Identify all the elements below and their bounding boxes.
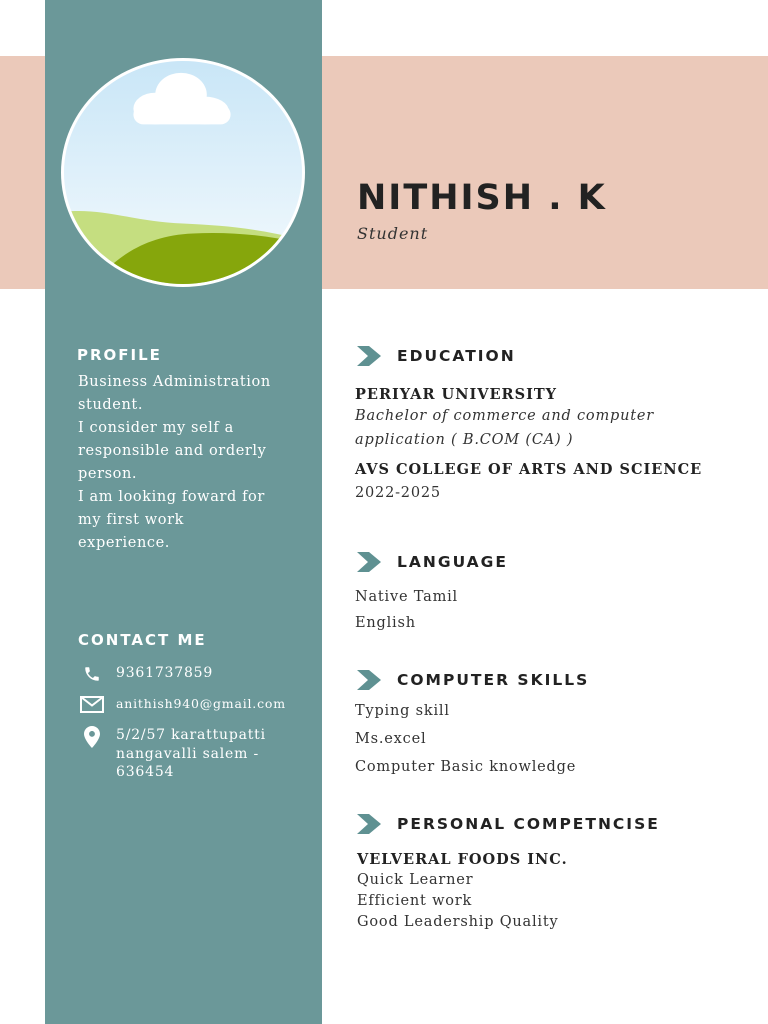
- profile-line: responsible and orderly: [78, 443, 267, 459]
- profile-line: I am looking foward for: [78, 489, 265, 505]
- personal-company: VELVERAL FOODS INC.: [357, 851, 568, 868]
- candidate-role: Student: [357, 224, 429, 243]
- contact-phone: [78, 665, 213, 685]
- chevron-right-icon: [357, 814, 381, 834]
- profile-line: Business Administration: [78, 374, 271, 390]
- candidate-name: NITHISH . K: [357, 178, 607, 218]
- phone-icon: [78, 665, 106, 685]
- education-degree-line: Bachelor of commerce and computer: [355, 408, 654, 424]
- education-college: AVS COLLEGE OF ARTS AND SCIENCE: [355, 461, 703, 478]
- personal-item: Good Leadership Quality: [357, 914, 559, 930]
- contact-address: [78, 726, 296, 782]
- personal-section-header: [357, 814, 660, 834]
- education-degree-line: application ( B.COM (CA) ): [355, 432, 574, 448]
- language-item: English: [355, 615, 416, 631]
- profile-line: my first work: [78, 512, 185, 528]
- personal-item: Efficient work: [357, 893, 473, 909]
- address-text: [116, 726, 296, 782]
- language-item: Native Tamil: [355, 589, 458, 605]
- profile-text: [78, 371, 308, 555]
- skill-item: Typing skill: [355, 703, 450, 719]
- language-heading: LANGUAGE: [397, 553, 508, 571]
- computer-skills-heading: COMPUTER SKILLS: [397, 671, 590, 689]
- contact-heading: CONTACT ME: [78, 631, 207, 649]
- skill-item: Ms.excel: [355, 731, 427, 747]
- personal-item: Quick Learner: [357, 872, 474, 888]
- chevron-right-icon: [357, 346, 381, 366]
- education-heading: EDUCATION: [397, 347, 516, 365]
- landscape-placeholder-icon: [64, 61, 302, 284]
- education-section-header: [357, 346, 516, 366]
- education-years: 2022-2025: [355, 485, 441, 501]
- profile-line: student.: [78, 397, 144, 413]
- mail-icon: [78, 696, 106, 716]
- avatar: [61, 58, 305, 287]
- phone-number[interactable]: 9361737859: [116, 665, 214, 681]
- address-line: nangavalli salem -: [116, 745, 259, 762]
- education-university: PERIYAR UNIVERSITY: [355, 386, 557, 403]
- chevron-right-icon: [357, 670, 381, 690]
- profile-line: I consider my self a: [78, 420, 234, 436]
- chevron-right-icon: [357, 552, 381, 572]
- location-pin-icon: [78, 726, 106, 746]
- computer-skills-section-header: [357, 670, 589, 690]
- contact-email: [78, 696, 286, 716]
- personal-heading: PERSONAL COMPETNCISE: [397, 815, 660, 833]
- email-address[interactable]: anithish940@gmail.com: [116, 696, 286, 711]
- profile-heading: PROFILE: [77, 346, 162, 364]
- profile-line: experience.: [78, 535, 171, 551]
- address-line: 5/2/57 karattupatti: [116, 727, 266, 743]
- profile-line: person.: [78, 466, 138, 482]
- address-line: 636454: [116, 764, 175, 780]
- skill-item: Computer Basic knowledge: [355, 759, 577, 775]
- language-section-header: [357, 552, 508, 572]
